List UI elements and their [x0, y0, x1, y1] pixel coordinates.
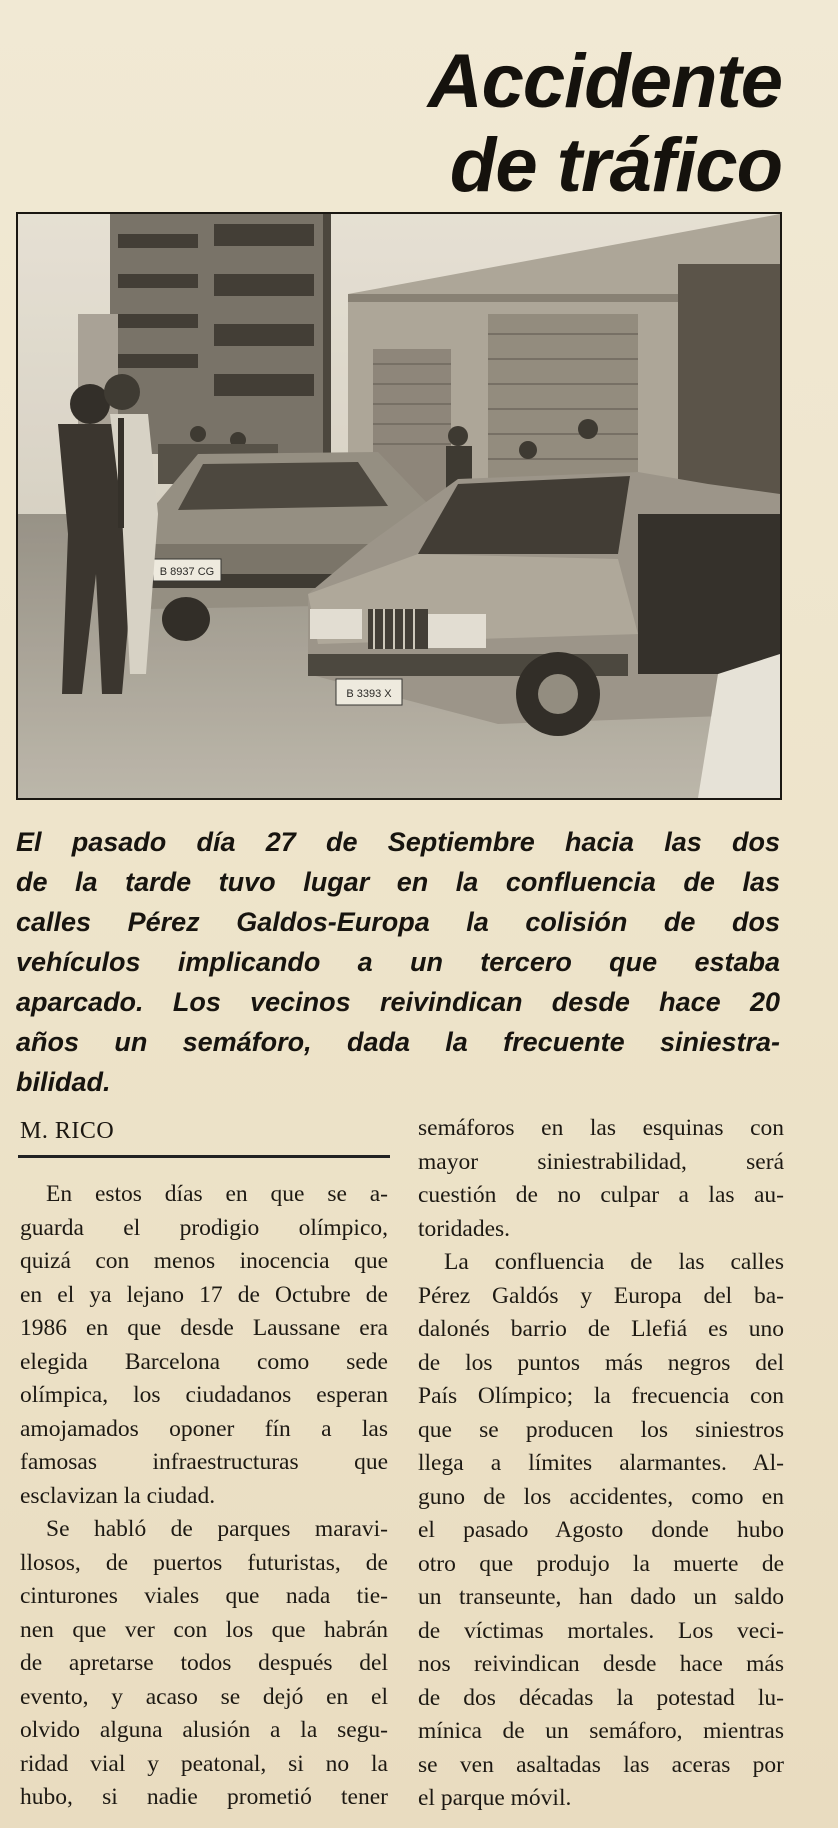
- body-line: 1986 en que desde Laussane era: [20, 1315, 388, 1341]
- body-line: ridad vial y peatonal, si no la: [20, 1750, 388, 1777]
- headline-line-2: de tráfico: [449, 123, 782, 208]
- lead-line-7: bilidad.: [16, 1067, 111, 1097]
- body-line: olímpica, los ciudadanos esperan: [20, 1382, 388, 1408]
- accident-photo: [16, 212, 782, 800]
- body-line: el parque móvil.: [418, 1785, 572, 1811]
- body-line: amojamados oponer fín a las: [20, 1415, 388, 1442]
- body-line: de dos décadas la potestad lu-: [418, 1684, 784, 1711]
- body-line: guno de los accidentes, como en: [418, 1483, 784, 1510]
- body-column-left: [20, 1178, 388, 1815]
- body-line: guarda el prodigio olímpico,: [20, 1214, 388, 1241]
- right-car-plate: B 3393 X: [346, 688, 392, 700]
- accident-photo-illustration: [18, 214, 780, 798]
- body-line: nos reivindican desde hace más: [418, 1651, 784, 1677]
- body-line: hubo, si nadie prometió tener: [20, 1784, 388, 1810]
- body-line: En estos días en que se a-: [46, 1181, 388, 1207]
- body-line: en el ya lejano 17 de Octubre de: [20, 1281, 388, 1308]
- body-line: famosas infraestructuras que: [20, 1449, 388, 1475]
- body-line: cinturones viales que nada tie-: [20, 1583, 388, 1609]
- body-line: La confluencia de las calles: [444, 1249, 784, 1275]
- body-line: toridades.: [418, 1215, 511, 1242]
- body-line: elegida Barcelona como sede: [20, 1348, 388, 1375]
- byline-divider: [18, 1155, 390, 1158]
- body-line: País Olímpico; la frecuencia con: [418, 1383, 784, 1409]
- lead-line-3: calles Pérez Galdos-Europa la colisión de dos: [16, 907, 780, 937]
- body-line: el pasado Agosto donde hubo: [418, 1517, 784, 1543]
- body-line: mínica de un semáforo, mientras: [418, 1718, 784, 1744]
- body-line: dalonés barrio de Llefiá es uno: [418, 1316, 784, 1342]
- body-column-right: [418, 1112, 784, 1816]
- article-headline: [428, 40, 782, 208]
- body-line: de apretarse todos después del: [20, 1650, 388, 1676]
- body-line: Pérez Galdós y Europa del ba-: [418, 1282, 784, 1309]
- body-line: un transeunte, han dado un saldo: [418, 1584, 784, 1610]
- body-line: llosos, de puertos futuristas, de: [20, 1549, 388, 1576]
- body-line: olvido alguna alusión a la segu-: [20, 1717, 388, 1743]
- lead-paragraph: [16, 822, 780, 1102]
- headline-line-1: Accidente: [427, 39, 782, 124]
- lead-line-4: vehículos implicando a un tercero que estaba: [16, 947, 780, 977]
- body-line: mayor siniestrabilidad, será: [418, 1148, 784, 1175]
- lead-line-5: aparcado. Los vecinos reivindican desde hace 20: [16, 987, 780, 1017]
- body-line: cuestión de no culpar a las au-: [418, 1182, 784, 1208]
- lead-line-6: años un semáforo, dada la frecuente siniestra-: [16, 1027, 780, 1057]
- author-byline: M. RICO: [20, 1118, 115, 1144]
- body-line: se ven asaltadas las aceras por: [418, 1751, 784, 1778]
- body-line: de los puntos más negros del: [418, 1349, 784, 1376]
- lead-line-2: de la tarde tuvo lugar en la confluencia de las: [16, 867, 780, 897]
- body-line: otro que produjo la muerte de: [418, 1550, 784, 1577]
- body-line: evento, y acaso se dejó en el: [20, 1683, 388, 1710]
- body-line: llega a límites alarmantes. Al-: [418, 1450, 784, 1476]
- body-line: nen que ver con los que habrán: [20, 1616, 388, 1643]
- body-line: Se habló de parques maravi-: [46, 1516, 388, 1542]
- body-line: que se producen los siniestros: [418, 1416, 784, 1443]
- left-car-plate: B 8937 CG: [159, 566, 215, 578]
- body-line: quizá con menos inocencia que: [20, 1248, 388, 1274]
- body-line: esclavizan la ciudad.: [20, 1482, 216, 1509]
- body-line: de víctimas mortales. Los veci-: [418, 1617, 784, 1644]
- lead-line-1: El pasado día 27 de Septiembre hacia las dos: [16, 827, 780, 857]
- body-line: semáforos en las esquinas con: [418, 1115, 784, 1141]
